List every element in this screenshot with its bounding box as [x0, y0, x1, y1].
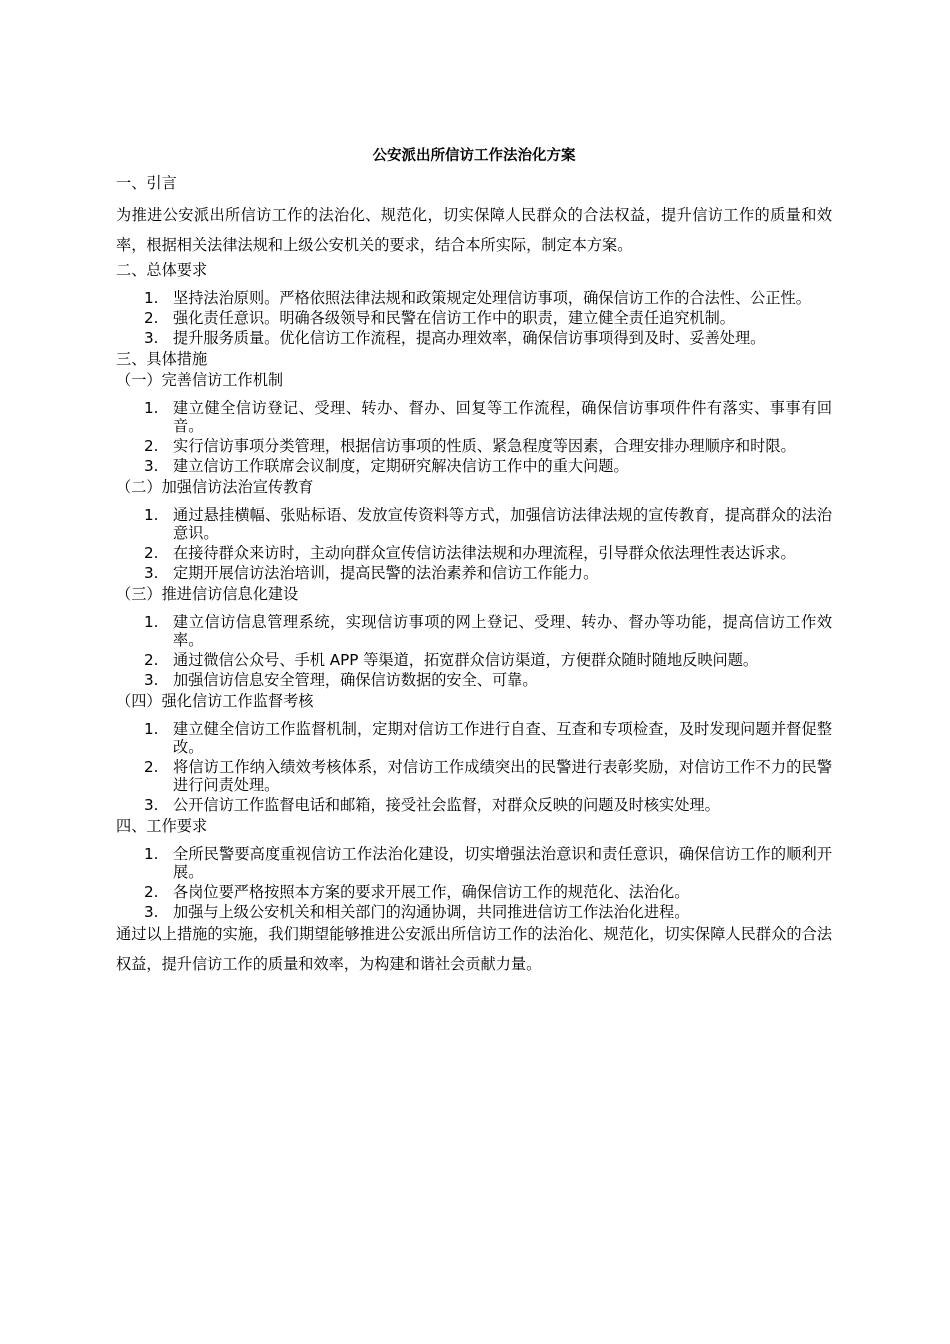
list-item: 1. 全所民警要高度重视信访工作法治化建设，切实增强法治意识和责任意识，确保信访工作的顺利开展。: [144, 845, 832, 881]
informatization-list: [116, 613, 832, 689]
conclusion-paragraph: 通过以上措施的实施，我们期望能够推进公安派出所信访工作的法治化、规范化，切实保障人民群众的合法权益，提升信访工作的质量和效率，为构建和谐社会贡献力量。: [116, 925, 832, 973]
intro-paragraph: 为推进公安派出所信访工作的法治化、规范化，切实保障人民群众的合法权益，提升信访工作的质量和效率，根据相关法律法规和上级公安机关的要求，结合本所实际，制定本方案。: [116, 206, 832, 254]
section-heading-intro: 一、引言: [116, 174, 177, 192]
list-item: 1. 建立健全信访工作监督机制，定期对信访工作进行自查、互查和专项检查，及时发现问题并督促整改。: [144, 720, 832, 756]
list-item: 2. 强化责任意识。明确各级领导和民警在信访工作中的职责，建立健全责任追究机制。: [144, 309, 735, 327]
supervision-list: [116, 720, 832, 814]
subsection-heading-education: （二）加强信访法治宣传教育: [116, 478, 314, 496]
list-item: 2. 将信访工作纳入绩效考核体系，对信访工作成绩突出的民警进行表彰奖励，对信访工作不力的民警进行问责处理。: [144, 758, 832, 794]
list-item: 1. 建立健全信访登记、受理、转办、督办、回复等工作流程，确保信访事项件件有落实、事事有回音。: [144, 399, 832, 435]
education-list: [116, 506, 832, 582]
list-item: 3. 公开信访工作监督电话和邮箱，接受社会监督，对群众反映的问题及时核实处理。: [144, 796, 720, 814]
list-item: 3. 建立信访工作联席会议制度，定期研究解决信访工作中的重大问题。: [144, 457, 629, 475]
list-item: 2. 实行信访事项分类管理，根据信访事项的性质、紧急程度等因素，合理安排办理顺序和时限。: [144, 437, 796, 455]
document-body: [116, 173, 832, 979]
subsection-heading-supervision: （四）强化信访工作监督考核: [116, 692, 314, 710]
list-item: 1. 通过悬挂横幅、张贴标语、发放宣传资料等方式，加强信访法律法规的宣传教育，提高群众的法治意识。: [144, 506, 832, 542]
subsection-heading-mechanism: （一）完善信访工作机制: [116, 371, 284, 389]
list-item: 3. 提升服务质量。优化信访工作流程，提高办理效率，确保信访事项得到及时、妥善处理。: [144, 329, 766, 347]
list-item: 1. 坚持法治原则。严格依照法律法规和政策规定处理信访事项，确保信访工作的合法性、公正性。: [144, 289, 811, 307]
mechanism-list: [116, 399, 832, 475]
general-requirements-list: [116, 289, 832, 347]
section-heading-measures: 三、具体措施: [116, 350, 208, 368]
list-item: 1. 建立信访信息管理系统，实现信访事项的网上登记、受理、转办、督办等功能，提高信访工作效率。: [144, 613, 832, 649]
work-requirements-list: [116, 845, 832, 921]
list-item: 3. 加强信访信息安全管理，确保信访数据的安全、可靠。: [144, 671, 538, 689]
subsection-heading-informatization: （三）推进信访信息化建设: [116, 585, 299, 603]
section-heading-work-requirements: 四、工作要求: [116, 817, 208, 835]
list-item: 3. 定期开展信访法治培训，提高民警的法治素养和信访工作能力。: [144, 564, 599, 582]
document-title: 公安派出所信访工作法治化方案: [372, 148, 576, 164]
list-item: 2. 通过微信公众号、手机 APP 等渠道，拓宽群众信访渠道，方便群众随时随地反映问题。: [144, 651, 759, 669]
list-item: 2. 在接待群众来访时，主动向群众宣传信访法律法规和办理流程，引导群众依法理性表达诉求。: [144, 544, 796, 562]
section-heading-general: 二、总体要求: [116, 261, 208, 279]
list-item: 3. 加强与上级公安机关和相关部门的沟通协调，共同推进信访工作法治化进程。: [144, 903, 690, 921]
list-item: 2. 各岗位要严格按照本方案的要求开展工作，确保信访工作的规范化、法治化。: [144, 883, 690, 901]
